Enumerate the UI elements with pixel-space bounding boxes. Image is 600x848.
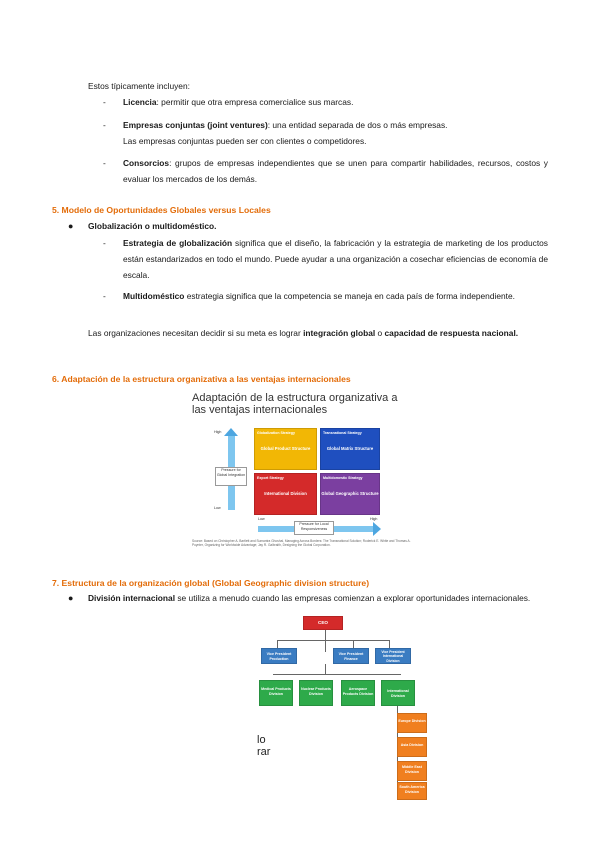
globalization-strategy-text: Estrategia de globalización significa que el diseño, la fabricación y la estrategia de marketing de los productos están estandarizados en todo el mundo. Puede ayudar a una organización a cosechar eficiencias de economía de escala. [123, 238, 548, 280]
x-low-label: Low [258, 517, 265, 521]
quadrant-export: Export Strategy International Division [254, 473, 317, 515]
quadrant-globalization: Globalization Strategy Global Product Structure [254, 428, 317, 470]
quadrant-multidomestic: Multidomestic Strategy Global Geographic Structure [320, 473, 380, 515]
x-arrow-head [373, 522, 381, 536]
connector-line [325, 664, 326, 674]
vp-international-box: Vice President International Division [375, 648, 411, 664]
international-division-box: International Division [381, 680, 415, 706]
connector-line [389, 640, 390, 648]
connector-line [277, 640, 278, 648]
dash-marker: - [103, 120, 106, 130]
section-6-heading: 6. Adaptación de la estructura organizativa a las ventajas internacionales [52, 374, 351, 384]
quadrant-transnational: Transnational Strategy Global Matrix Structure [320, 428, 380, 470]
vp-finance-box: Vice President Finance [333, 648, 369, 664]
bullet-dot: ● [68, 221, 74, 231]
dash-marker: - [103, 291, 106, 301]
connector-line [277, 640, 389, 641]
dash-marker: - [103, 238, 106, 248]
structure-matrix-figure [192, 390, 416, 558]
closing-paragraph: Las organizaciones necesitan decidir si su meta es lograr integración global o capacidad de respuesta nacional. [88, 328, 519, 338]
ceo-box: CEO [303, 616, 343, 630]
y-high-label: High [214, 430, 222, 434]
aerospace-division-box: Aerospace Products Division [341, 680, 375, 706]
intro-text: Estos típicamente incluyen: [88, 81, 190, 91]
middle-east-division-box: Middle East Division [397, 761, 427, 781]
figure-caption: Source: Based on Christopher A. Bartlett and Sumantra Ghoshal, Managing Across Borders: The Transnational Solution; Roderick E. White and Thomas A. Poynter, Organizing for Worldwide Advantage; Jay R. Galbraith, Designing the Global Corporation. [192, 539, 411, 547]
dash-marker: - [103, 97, 106, 107]
europe-division-box: Europe Division [397, 713, 427, 733]
connector-line [325, 630, 326, 652]
section-7-bullet: División internacional se utiliza a menudo cuando las empresas comienzan a explorar oportunidades internacionales. [88, 593, 531, 603]
section-5-bullet: Globalización o multidoméstico. [88, 221, 217, 231]
dash-marker: - [103, 158, 106, 168]
medical-division-box: Medical Products Division [259, 680, 293, 706]
asia-division-box: Asia Division [397, 737, 427, 757]
chart-text-fragment: lo rar [257, 734, 271, 758]
y-arrow-head [224, 428, 238, 436]
bullet-dot: ● [68, 593, 74, 603]
x-axis-label: Pressure for Local Responsiveness [294, 521, 334, 535]
x-high-label: High [370, 517, 378, 521]
connector-line [353, 640, 354, 648]
multidomestic-text: Multidoméstico estrategia significa que la competencia se maneja en cada país de forma independiente. [123, 291, 515, 301]
y-low-label: Low [214, 506, 221, 510]
vp-production-box: Vice President Production [261, 648, 297, 664]
org-chart [257, 610, 429, 800]
list-item-consorcios: Consorcios: grupos de empresas independientes que se unen para compartir habilidades, recursos, costos y evaluar los mercados de los demás. [123, 158, 548, 184]
section-7-heading: 7. Estructura de la organización global (Global Geographic division structure) [52, 578, 370, 588]
list-item-licencia: Licencia: permitir que otra empresa comercialice sus marcas. [123, 97, 354, 107]
list-item-joint-ventures: Empresas conjuntas (joint ventures): una entidad separada de dos o más empresas. Las empresas conjuntas pueden ser con clientes o competidores. [123, 120, 448, 146]
figure-title: Adaptación de la estructura organizativa a las ventajas internacionales [192, 392, 398, 416]
connector-line [273, 674, 401, 675]
nuclear-division-box: Nuclear Products Division [299, 680, 333, 706]
section-5-heading: 5. Modelo de Oportunidades Globales versus Locales [52, 205, 271, 215]
y-axis-label: Pressure for Global Integration [215, 467, 247, 486]
south-america-division-box: South America Division [397, 782, 427, 800]
